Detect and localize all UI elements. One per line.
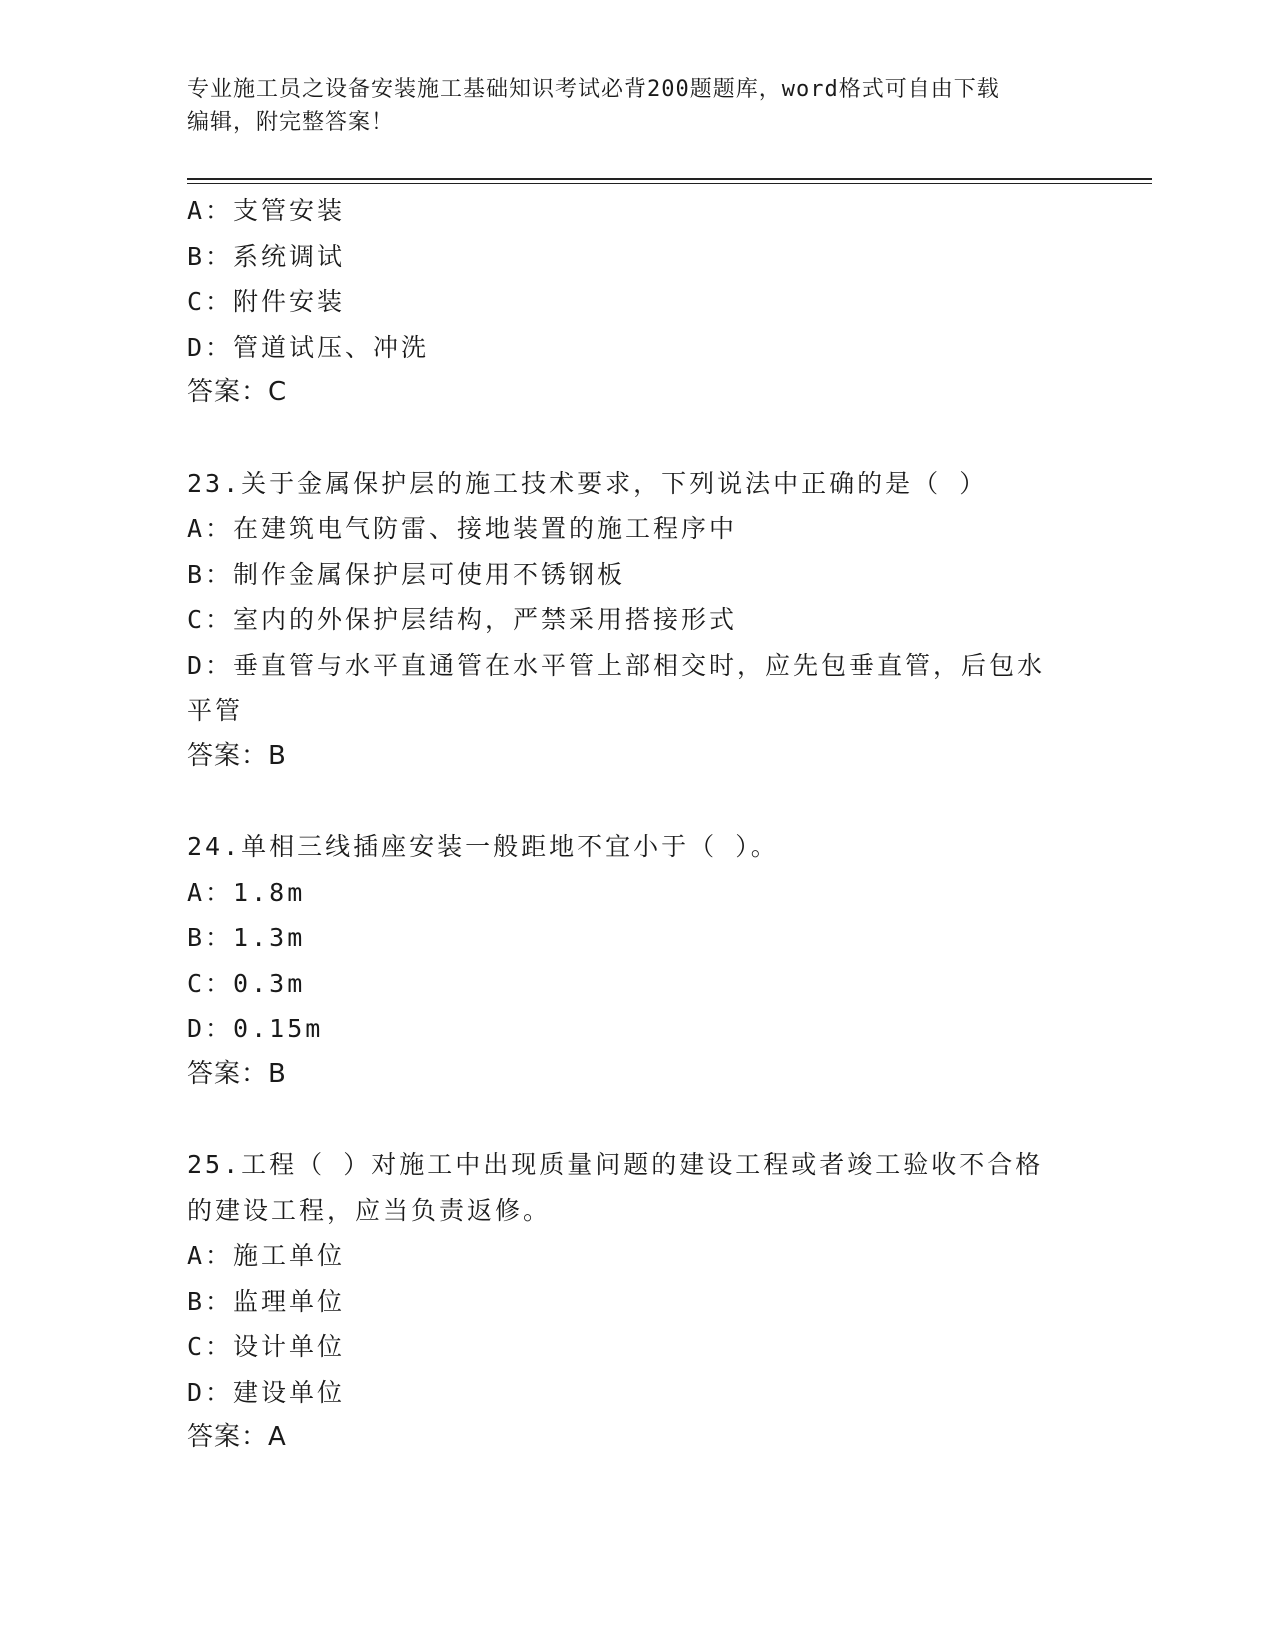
header-divider-thick: [187, 178, 1152, 180]
option-c: C：室内的外保护层结构，严禁采用搭接形式: [187, 605, 738, 634]
question-text-line-1: 25.工程（ ）对施工中出现质量问题的建设工程或者竣工验收不合格: [187, 1150, 1044, 1179]
header-title-line-1: 专业施工员之设备安装施工基础知识考试必背200题题库，word格式可自由下载: [187, 77, 1000, 102]
question-text: 23.关于金属保护层的施工技术要求，下列说法中正确的是（ ）: [187, 468, 988, 498]
document-body: [187, 188, 1087, 1461]
answer-line: 答案：B: [187, 740, 287, 771]
spacer: [187, 779, 1087, 824]
option-a: A：支管安装: [187, 196, 346, 225]
option-a: A：1.8m: [187, 877, 306, 907]
header-title-line-2: 编辑，附完整答案！: [187, 110, 395, 135]
question-text: 24.单相三线插座安装一般距地不宜小于（ ）。: [187, 832, 779, 861]
option-d: D：建设单位: [187, 1377, 346, 1407]
question-22-tail: [187, 188, 1087, 416]
question-23: [187, 461, 1087, 780]
answer-line: 答案：B: [187, 1058, 287, 1089]
option-a: A：施工单位: [187, 1241, 346, 1270]
option-d-continued: 平管: [187, 696, 244, 725]
option-b: B：监理单位: [187, 1286, 346, 1316]
option-b: B：1.3m: [187, 923, 306, 952]
spacer: [187, 416, 1087, 461]
option-c: C：附件安装: [187, 287, 346, 316]
question-24: [187, 824, 1087, 1097]
answer-line: 答案：A: [187, 1422, 287, 1452]
option-b: B：系统调试: [187, 241, 346, 271]
option-d: D：0.15m: [187, 1014, 324, 1043]
document-header: [187, 73, 1087, 139]
question-text-line-2: 的建设工程，应当负责返修。: [187, 1195, 552, 1225]
spacer: [187, 1097, 1087, 1142]
header-divider-thin: [187, 183, 1152, 184]
option-a: A：在建筑电气防雷、接地装置的施工程序中: [187, 514, 738, 543]
option-b: B：制作金属保护层可使用不锈钢板: [187, 559, 626, 589]
option-c: C：设计单位: [187, 1332, 346, 1361]
option-d: D：管道试压、冲洗: [187, 332, 430, 362]
option-d: D：垂直管与水平直通管在水平管上部相交时，应先包垂直管，后包水: [187, 650, 1046, 680]
question-25: [187, 1142, 1087, 1461]
answer-line: 答案：C: [187, 377, 288, 407]
option-c: C：0.3m: [187, 968, 306, 998]
